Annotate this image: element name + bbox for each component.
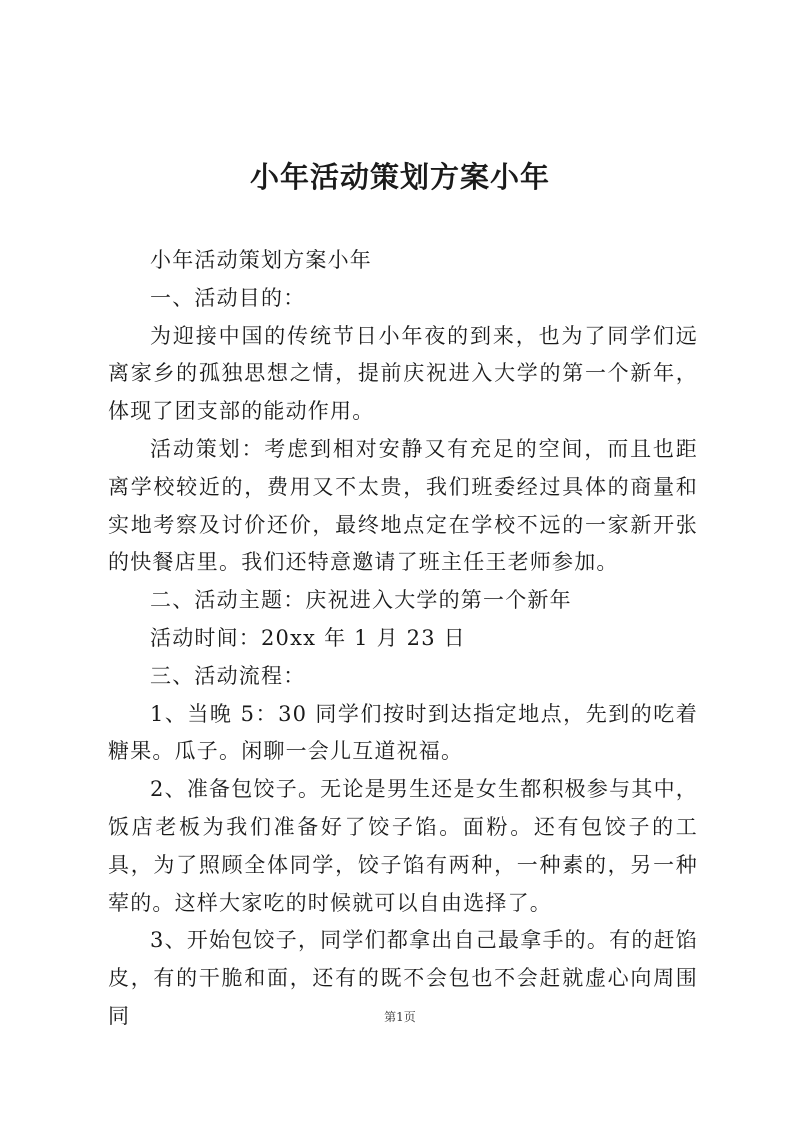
section-heading: 三、活动流程：	[150, 663, 306, 688]
page-number: 第1页	[384, 1010, 416, 1024]
document-body	[108, 242, 698, 1036]
paragraph: 活动时间：20xx 年 1 月 23 日	[150, 625, 466, 650]
paragraph: 活动策划：考虑到相对安静又有充足的空间，而且也距离学校较近的，费用又不太贵，我们班委经过具体的商量和实地考察及讨价还价，最终地点定在学校不远的一家新开张的快餐店里。我们还特意邀请了班主任王老师参加。	[108, 436, 698, 575]
section-heading: 一、活动目的：	[150, 285, 306, 310]
section-heading: 二、活动主题：庆祝进入大学的第一个新年	[150, 588, 572, 613]
paragraph: 为迎接中国的传统节日小年夜的到来，也为了同学们远离家乡的孤独思想之情，提前庆祝进入大学的第一个新年，体现了团支部的能动作用。	[108, 323, 698, 424]
document-title: 小年活动策划方案小年	[249, 160, 550, 194]
paragraph: 3、开始包饺子，同学们都拿出自己最拿手的。有的赶馅皮，有的干脆和面，还有的既不会包也不会赶就虚心向周围同	[108, 928, 698, 1028]
paragraph: 1、当晚 5：30 同学们按时到达指定地点，先到的吃着糖果。瓜子。闲聊一会儿互道祝福。	[108, 701, 698, 764]
paragraph: 2、准备包饺子。无论是男生还是女生都积极参与其中，饭店老板为我们准备好了饺子馅。面粉。还有包饺子的工具，为了照顾全体同学，饺子馅有两种，一种素的，另一种荤的。这样大家吃的时候就可以自由选择了。	[108, 777, 698, 915]
paragraph: 小年活动策划方案小年	[150, 248, 372, 272]
